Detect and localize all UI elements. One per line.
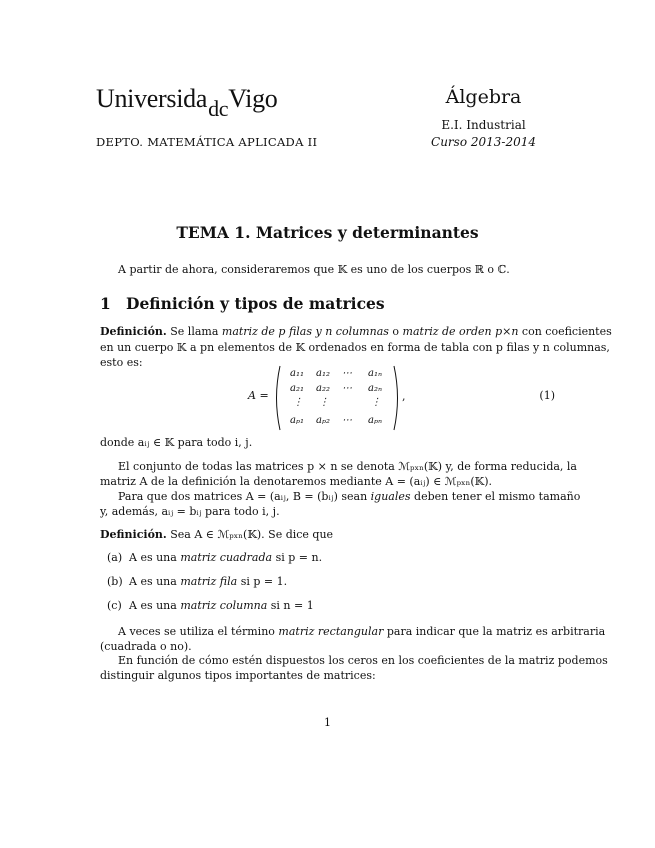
paragraph-3-line-1	[118, 624, 605, 640]
paragraph-1-line-2: matriz A de la definición la denotaremos mediante A = (aᵢⱼ) ∈ ℳₚₓₙ(𝕂).	[100, 475, 493, 488]
definition-1-line-2: en un cuerpo 𝕂 a pn elementos de 𝕂 ordenados en forma de tabla con p filas y n columnas,	[100, 341, 610, 354]
definition-2-text: Sea A ∈ ℳₚₓₙ(𝕂). Se dice que	[170, 528, 334, 541]
matrix-cell: ⋮	[319, 397, 329, 408]
item-label: (b)	[107, 575, 123, 588]
para2-term: iguales	[370, 490, 411, 503]
matrix-cell: ⋯	[342, 383, 352, 394]
definition-1-line-3: esto es:	[100, 356, 143, 369]
matrix-cell: a₁₂	[316, 368, 330, 379]
equation-number: (1)	[539, 389, 555, 402]
def1-text-b: o	[388, 325, 403, 338]
intro-paragraph: A partir de ahora, consideraremos que 𝕂 es uno de los cuerpos ℝ o ℂ.	[118, 263, 510, 276]
def1-term-b: matriz de orden p×n	[402, 325, 519, 338]
subject-title: Álgebra	[445, 86, 522, 108]
list-item	[107, 575, 287, 588]
def1-term-a: matriz de p filas y n columnas	[221, 325, 389, 338]
paragraph-1-line-1: El conjunto de todas las matrices p × n se denota ℳₚₓₙ(𝕂) y, de forma reducida, la	[118, 460, 577, 473]
def1-text-c: con coeficientes	[518, 325, 612, 338]
item-text: A es una	[129, 551, 181, 564]
matrix-cell: ⋮	[371, 397, 381, 408]
university-logo	[96, 84, 278, 121]
matrix-cell: ⋮	[293, 397, 303, 408]
definition-label: Definición.	[100, 528, 167, 541]
matrix-cell: a₁₁	[290, 368, 304, 379]
paragraph-3-line-2: (cuadrada o no).	[100, 640, 192, 653]
item-text: A es una	[129, 599, 181, 612]
section-number: 1	[100, 294, 111, 313]
page-title: TEMA 1. Matrices y determinantes	[176, 223, 479, 242]
definition-2	[100, 527, 333, 543]
course-year: Curso 2013-2014	[431, 135, 536, 149]
section-heading	[100, 294, 385, 313]
matrix-cell: a₁ₙ	[368, 368, 383, 379]
item-term: matriz cuadrada	[180, 551, 273, 564]
paragraph-2-line-2: y, además, aᵢⱼ = bᵢⱼ para todo i, j.	[100, 505, 280, 518]
list-item	[107, 599, 314, 612]
matrix-cell: ⋯	[342, 368, 352, 379]
donde-line: donde aᵢⱼ ∈ 𝕂 para todo i, j.	[100, 436, 253, 449]
list-item	[107, 551, 322, 564]
school-name: E.I. Industrial	[441, 118, 526, 132]
matrix-cell: a₂ₙ	[368, 383, 383, 394]
item-text: si p = 1.	[237, 575, 288, 588]
item-term: matriz fila	[180, 575, 238, 588]
matrix-cell: aₚ₂	[316, 415, 330, 426]
matrix-equation	[248, 364, 408, 432]
matrix-lhs: A =	[248, 389, 269, 402]
para3-term: matriz rectangular	[278, 625, 384, 638]
item-text: si n = 1	[267, 599, 314, 612]
definition-label: Definición.	[100, 325, 167, 338]
item-term: matriz columna	[180, 599, 268, 612]
paragraph-2-line-1	[118, 489, 580, 505]
item-label: (c)	[107, 599, 122, 612]
matrix-cell: aₚ₁	[290, 415, 304, 426]
section-title: Definición y tipos de matrices	[126, 294, 385, 313]
department-name: DEPTO. MATEMÁTICA APLICADA II	[96, 135, 318, 149]
para2-text-b: deben tener el mismo tamaño	[410, 490, 581, 503]
page-number: 1	[324, 716, 331, 729]
logo-dc-text: dc	[208, 96, 229, 121]
paragraph-4-line-1: En función de cómo estén dispuestos los ceros en los coeficientes de la matriz podemos	[118, 654, 608, 667]
def1-text-a: Se llama	[170, 325, 222, 338]
matrix-cell: a₂₂	[316, 383, 330, 394]
para3-text-b: para indicar que la matriz es arbitraria	[383, 625, 606, 638]
header-right-block	[431, 86, 536, 149]
para2-text-a: Para que dos matrices A = (aᵢⱼ, B = (bᵢⱼ) sean	[118, 490, 371, 503]
matrix-cell: aₚₙ	[368, 415, 383, 426]
definition-1-line-1	[100, 324, 612, 340]
paragraph-4-line-2: distinguir algunos tipos importantes de matrices:	[100, 669, 376, 682]
matrix-cell: ⋯	[342, 415, 352, 426]
para3-text-a: A veces se utiliza el término	[118, 625, 279, 638]
item-text: si p = n.	[272, 551, 323, 564]
matrix-comma: ,	[402, 390, 406, 403]
matrix-cell: a₂₁	[290, 383, 304, 394]
logo-main-text: Universida	[96, 84, 208, 113]
item-label: (a)	[107, 551, 123, 564]
logo-end-text: Vigo	[228, 84, 278, 113]
item-text: A es una	[129, 575, 181, 588]
